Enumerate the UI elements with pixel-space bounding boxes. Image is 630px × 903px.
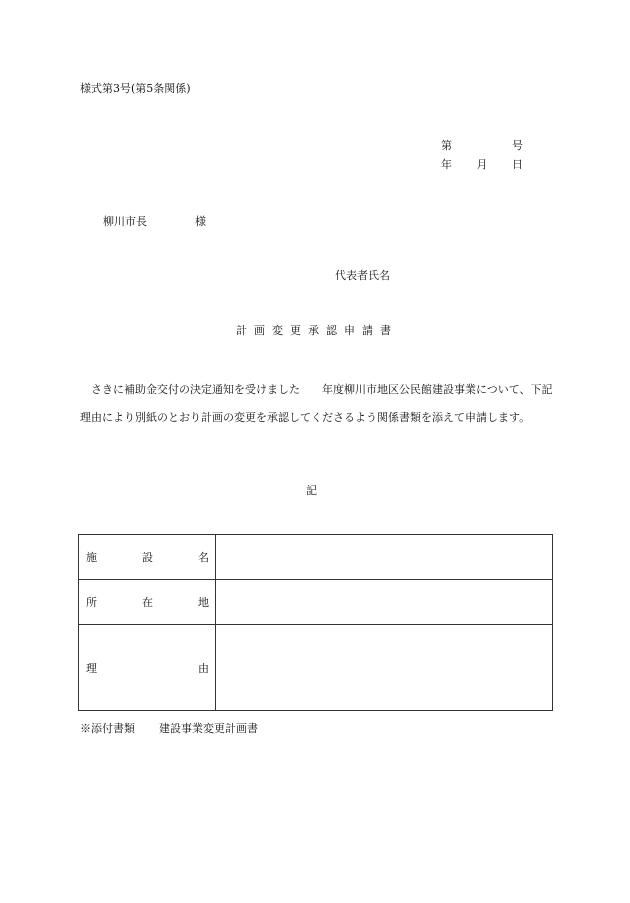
location-char-3: 地 (198, 596, 209, 609)
location-char-2: 在 (142, 596, 153, 609)
location-char-1: 所 (86, 596, 97, 609)
facility-name-char-1: 施 (86, 551, 97, 564)
document-number-prefix: 第 (441, 139, 452, 152)
form-number: 様式第3号(第5条関係) (80, 82, 191, 95)
document-number-suffix: 号 (512, 139, 523, 152)
facility-name-label (79, 535, 216, 580)
representative-name-label: 代表者氏名 (335, 269, 390, 282)
facility-name-char-3: 名 (198, 551, 209, 564)
application-body-text: さきに補助金交付の決定通知を受けました 年度柳川市地区公民館建設事業について、下記理由により別紙のとおり計画の変更を承認してくださるよう関係書類を添えて申請します。 (80, 383, 553, 424)
reason-field[interactable] (216, 625, 553, 711)
document-number-line (441, 137, 523, 153)
facility-name-field[interactable] (216, 535, 553, 580)
facility-name-char-2: 設 (142, 551, 153, 564)
ki-heading: 記 (306, 484, 317, 497)
attachments-line (80, 720, 258, 736)
date-line (441, 156, 523, 172)
addressee-name: 柳川市長 (103, 215, 147, 228)
addressee (103, 213, 206, 229)
reason-char-1: 理 (86, 661, 97, 675)
document-title: 計画変更承認申請書 (236, 324, 398, 337)
table-row (79, 625, 553, 711)
reason-label (79, 625, 216, 711)
attachment-document-name: 建設事業変更計画書 (159, 722, 258, 735)
date-year: 年 (441, 158, 452, 171)
reason-char-2: 由 (198, 661, 209, 675)
addressee-honorific: 様 (195, 215, 206, 228)
date-day: 日 (512, 158, 523, 171)
table-row (79, 580, 553, 625)
date-month: 月 (476, 158, 488, 171)
attachments-label: ※添付書類 (80, 722, 135, 735)
table-row (79, 535, 553, 580)
location-label (79, 580, 216, 625)
application-details-table (78, 534, 553, 711)
location-field[interactable] (216, 580, 553, 625)
